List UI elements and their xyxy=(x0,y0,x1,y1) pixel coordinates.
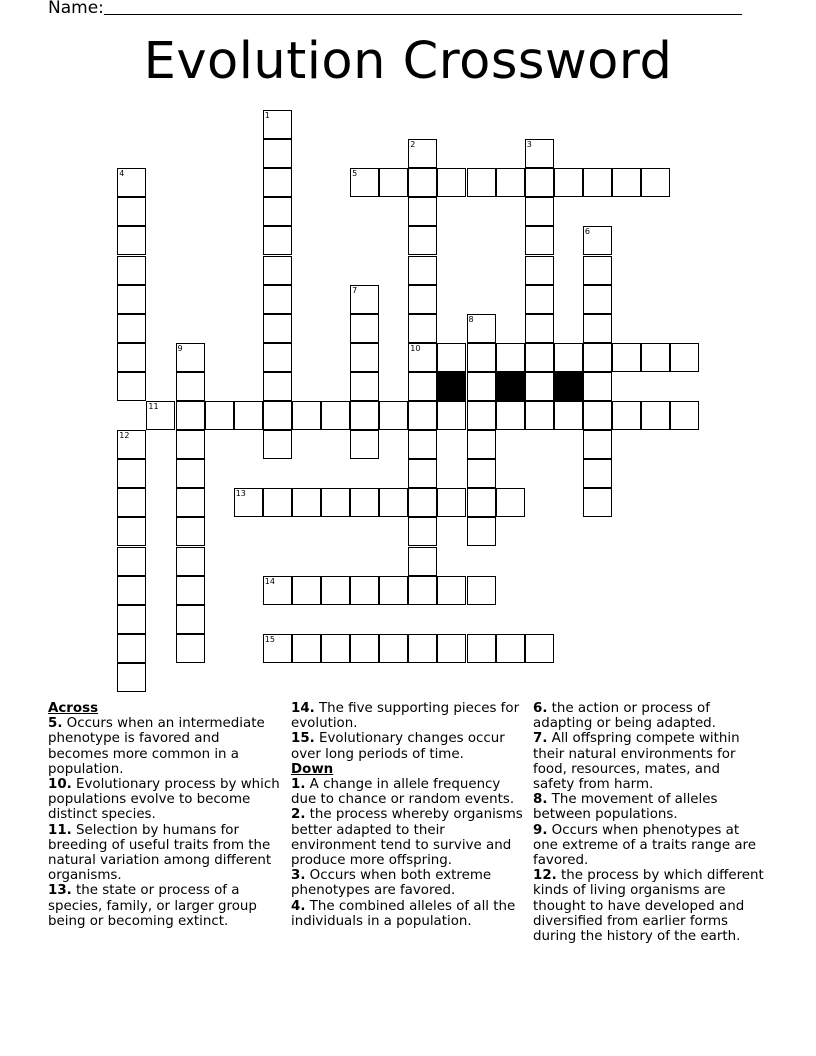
grid-cell[interactable] xyxy=(525,343,554,372)
grid-cell[interactable] xyxy=(496,401,525,430)
grid-cell[interactable] xyxy=(176,343,205,372)
clue-number: 12. xyxy=(533,868,557,884)
clue-number: 1. xyxy=(291,777,306,793)
grid-cell[interactable] xyxy=(379,168,408,197)
clue-number: 15. xyxy=(291,731,315,747)
clue-number: 3. xyxy=(291,868,306,884)
clue-item xyxy=(291,807,523,868)
cell-number: 10 xyxy=(410,343,421,353)
grid-cell[interactable] xyxy=(176,372,205,401)
grid-cell[interactable] xyxy=(408,517,437,546)
clue-item xyxy=(291,777,523,807)
clue-column-2 xyxy=(291,701,523,929)
grid-cell[interactable] xyxy=(263,110,292,139)
cell-number: 11 xyxy=(148,402,159,411)
cell-number: 2 xyxy=(410,140,416,150)
clue-item xyxy=(48,823,280,884)
clue-number: 7. xyxy=(533,731,548,747)
grid-cell[interactable] xyxy=(496,488,525,517)
grid-cell[interactable] xyxy=(525,197,554,226)
grid-cell[interactable] xyxy=(263,430,292,459)
grid-cell[interactable] xyxy=(117,459,146,488)
clue-item xyxy=(533,868,765,944)
grid-cell[interactable] xyxy=(408,256,437,285)
grid-cell[interactable] xyxy=(146,401,175,430)
grid-cell[interactable] xyxy=(641,343,670,372)
clue-text: the state or process of a species, family, or larger group being or becoming extinct. xyxy=(48,883,257,929)
grid-cell[interactable] xyxy=(467,401,496,430)
clue-item xyxy=(291,731,523,761)
cell-number: 9 xyxy=(177,343,183,353)
grid-cell[interactable] xyxy=(263,343,292,372)
grid-cell[interactable] xyxy=(467,314,496,343)
clue-item xyxy=(533,823,765,869)
clue-number: 10. xyxy=(48,777,72,793)
clue-item xyxy=(48,777,280,823)
grid-cell[interactable] xyxy=(117,605,146,634)
grid-cell[interactable] xyxy=(176,576,205,605)
grid-cell[interactable] xyxy=(263,634,292,663)
grid-cell[interactable] xyxy=(467,372,496,401)
grid-cell[interactable] xyxy=(117,256,146,285)
grid-cell[interactable] xyxy=(408,168,437,197)
black-cell xyxy=(554,372,583,401)
grid-cell[interactable] xyxy=(176,517,205,546)
clue-text: Occurs when phenotypes at one extreme of a traits range are favored. xyxy=(533,822,756,869)
grid-cell[interactable] xyxy=(670,343,699,372)
grid-cell[interactable] xyxy=(321,634,350,663)
clue-text: the process by which different kinds of living organisms are thought to have developed and diversified from earlier forms during the history of the earth. xyxy=(533,868,764,945)
grid-cell[interactable] xyxy=(525,314,554,343)
cell-number: 4 xyxy=(119,169,125,179)
grid-cell[interactable] xyxy=(117,488,146,517)
grid-cell[interactable] xyxy=(408,139,437,168)
grid-cell[interactable] xyxy=(408,197,437,226)
grid-cell[interactable] xyxy=(467,430,496,459)
grid-cell[interactable] xyxy=(437,168,466,197)
grid-cell[interactable] xyxy=(612,168,641,197)
grid-cell[interactable] xyxy=(583,430,612,459)
grid-cell[interactable] xyxy=(321,576,350,605)
grid-cell[interactable] xyxy=(379,401,408,430)
clue-text: All offspring compete within their natural environments for food, resources, mates, and safety from harm. xyxy=(533,731,740,793)
page-title: Evolution Crossword xyxy=(143,32,673,91)
grid-cell[interactable] xyxy=(583,459,612,488)
clue-item xyxy=(533,701,765,731)
grid-cell[interactable] xyxy=(263,576,292,605)
grid-cell[interactable] xyxy=(117,285,146,314)
grid-cell[interactable] xyxy=(234,401,263,430)
grid-cell[interactable] xyxy=(583,226,612,255)
grid-cell[interactable] xyxy=(350,576,379,605)
grid-cell[interactable] xyxy=(467,459,496,488)
cell-number: 1 xyxy=(264,111,270,120)
clue-text: Evolutionary changes occur over long periods of time. xyxy=(291,731,505,762)
grid-cell[interactable] xyxy=(117,430,146,459)
grid-cell[interactable] xyxy=(408,314,437,343)
clue-heading: Across xyxy=(48,701,99,716)
grid-cell[interactable] xyxy=(525,226,554,255)
clue-item xyxy=(291,899,523,929)
grid-cell[interactable] xyxy=(437,488,466,517)
grid-cell[interactable] xyxy=(583,488,612,517)
grid-cell[interactable] xyxy=(437,634,466,663)
grid-cell[interactable] xyxy=(525,168,554,197)
grid-cell[interactable] xyxy=(525,139,554,168)
grid-cell[interactable] xyxy=(117,576,146,605)
clue-number: 11. xyxy=(48,822,72,838)
grid-cell[interactable] xyxy=(467,168,496,197)
grid-cell[interactable] xyxy=(467,517,496,546)
grid-cell[interactable] xyxy=(292,401,321,430)
grid-cell[interactable] xyxy=(176,634,205,663)
grid-cell[interactable] xyxy=(263,285,292,314)
grid-cell[interactable] xyxy=(350,488,379,517)
clue-number: 14. xyxy=(291,701,315,716)
grid-cell[interactable] xyxy=(408,285,437,314)
cell-number: 12 xyxy=(119,431,130,441)
clue-text: the process whereby organisms better adapted to their environment tend to survive and produce more offspring. xyxy=(291,807,523,869)
grid-cell[interactable] xyxy=(292,488,321,517)
grid-cell[interactable] xyxy=(583,401,612,430)
grid-cell[interactable] xyxy=(176,547,205,576)
grid-cell[interactable] xyxy=(641,401,670,430)
grid-cell[interactable] xyxy=(350,372,379,401)
black-cell xyxy=(437,372,466,401)
grid-cell[interactable] xyxy=(408,343,437,372)
grid-cell[interactable] xyxy=(263,372,292,401)
clue-item xyxy=(533,792,765,822)
clue-text: the action or process of adapting or being adapted. xyxy=(533,701,716,732)
grid-cell[interactable] xyxy=(554,401,583,430)
clue-number: 8. xyxy=(533,792,548,808)
grid-cell[interactable] xyxy=(263,488,292,517)
grid-cell[interactable] xyxy=(117,634,146,663)
grid-cell[interactable] xyxy=(408,576,437,605)
cell-number: 13 xyxy=(235,489,246,499)
cell-number: 8 xyxy=(468,314,474,324)
grid-cell[interactable] xyxy=(467,488,496,517)
grid-cell[interactable] xyxy=(583,285,612,314)
grid-cell[interactable] xyxy=(554,343,583,372)
grid-cell[interactable] xyxy=(408,372,437,401)
grid-cell[interactable] xyxy=(583,256,612,285)
grid-cell[interactable] xyxy=(408,488,437,517)
grid-cell[interactable] xyxy=(176,401,205,430)
clue-text: A change in allele frequency due to chance or random events. xyxy=(291,777,515,808)
clue-item xyxy=(48,883,280,929)
grid-cell[interactable] xyxy=(350,285,379,314)
grid-cell[interactable] xyxy=(467,576,496,605)
grid-cell[interactable] xyxy=(583,343,612,372)
grid-cell[interactable] xyxy=(408,401,437,430)
clue-text: The five supporting pieces for evolution. xyxy=(291,701,520,732)
grid-cell[interactable] xyxy=(321,488,350,517)
cell-number: 5 xyxy=(352,169,358,179)
grid-cell[interactable] xyxy=(612,401,641,430)
grid-cell[interactable] xyxy=(583,372,612,401)
grid-cell[interactable] xyxy=(496,634,525,663)
grid-cell[interactable] xyxy=(379,576,408,605)
clue-text: The combined alleles of all the individuals in a population. xyxy=(291,898,516,929)
grid-cell[interactable] xyxy=(350,314,379,343)
grid-cell[interactable] xyxy=(437,576,466,605)
grid-cell[interactable] xyxy=(350,430,379,459)
grid-cell[interactable] xyxy=(176,605,205,634)
clue-item xyxy=(533,731,765,792)
grid-cell[interactable] xyxy=(205,401,234,430)
grid-cell[interactable] xyxy=(350,168,379,197)
grid-cell[interactable] xyxy=(641,168,670,197)
clue-number: 13. xyxy=(48,883,72,899)
grid-cell[interactable] xyxy=(525,634,554,663)
black-cell xyxy=(496,372,525,401)
cell-number: 6 xyxy=(584,227,590,237)
grid-cell[interactable] xyxy=(408,634,437,663)
grid-cell[interactable] xyxy=(437,401,466,430)
grid-cell[interactable] xyxy=(525,401,554,430)
grid-cell[interactable] xyxy=(263,226,292,255)
grid-cell[interactable] xyxy=(583,168,612,197)
grid-cell[interactable] xyxy=(583,314,612,343)
clue-item xyxy=(48,716,280,777)
grid-cell[interactable] xyxy=(117,226,146,255)
grid-cell[interactable] xyxy=(176,430,205,459)
grid-cell[interactable] xyxy=(263,168,292,197)
grid-cell[interactable] xyxy=(467,343,496,372)
grid-cell[interactable] xyxy=(117,547,146,576)
clue-number: 2. xyxy=(291,807,306,823)
cell-number: 7 xyxy=(352,285,358,295)
cell-number: 3 xyxy=(526,140,532,150)
clue-text: Selection by humans for breeding of useful traits from the natural variation among different organisms. xyxy=(48,822,272,884)
clue-heading: Down xyxy=(291,761,334,777)
grid-cell[interactable] xyxy=(612,343,641,372)
grid-cell[interactable] xyxy=(496,343,525,372)
grid-cell[interactable] xyxy=(117,517,146,546)
clue-number: 5. xyxy=(48,716,63,732)
grid-cell[interactable] xyxy=(525,256,554,285)
clue-text: Occurs when both extreme phenotypes are favored. xyxy=(291,868,492,899)
grid-cell[interactable] xyxy=(350,634,379,663)
grid-cell[interactable] xyxy=(117,343,146,372)
grid-cell[interactable] xyxy=(117,372,146,401)
grid-cell[interactable] xyxy=(408,547,437,576)
cell-number: 15 xyxy=(264,634,275,644)
clue-item xyxy=(291,868,523,898)
grid-cell[interactable] xyxy=(408,459,437,488)
grid-cell[interactable] xyxy=(263,401,292,430)
clue-text: Occurs when an intermediate phenotype is favored and becomes more common in a population. xyxy=(48,716,265,777)
clue-column-1 xyxy=(48,701,280,929)
grid-cell[interactable] xyxy=(176,459,205,488)
grid-cell[interactable] xyxy=(467,634,496,663)
grid-cell[interactable] xyxy=(176,488,205,517)
grid-cell[interactable] xyxy=(525,285,554,314)
grid-cell[interactable] xyxy=(670,401,699,430)
grid-cell[interactable] xyxy=(263,314,292,343)
cell-number: 14 xyxy=(264,576,275,586)
grid-cell[interactable] xyxy=(379,488,408,517)
grid-cell[interactable] xyxy=(117,314,146,343)
grid-cell[interactable] xyxy=(437,343,466,372)
grid-cell[interactable] xyxy=(321,401,350,430)
grid-cell[interactable] xyxy=(496,168,525,197)
grid-cell[interactable] xyxy=(292,634,321,663)
clue-item xyxy=(291,701,523,731)
grid-cell[interactable] xyxy=(379,634,408,663)
grid-cell[interactable] xyxy=(263,139,292,168)
grid-cell[interactable] xyxy=(117,168,146,197)
grid-cell[interactable] xyxy=(408,226,437,255)
grid-cell[interactable] xyxy=(263,256,292,285)
clue-text: The movement of alleles between populations. xyxy=(533,792,718,823)
grid-cell[interactable] xyxy=(350,401,379,430)
name-label: Name: xyxy=(48,0,104,18)
grid-cell[interactable] xyxy=(117,663,146,692)
clue-number: 4. xyxy=(291,898,306,914)
grid-cell[interactable] xyxy=(292,576,321,605)
clue-number: 9. xyxy=(533,822,548,838)
grid-cell[interactable] xyxy=(234,488,263,517)
grid-cell[interactable] xyxy=(554,168,583,197)
grid-cell[interactable] xyxy=(263,197,292,226)
clue-number: 6. xyxy=(533,701,548,716)
grid-cell[interactable] xyxy=(408,430,437,459)
grid-cell[interactable] xyxy=(525,372,554,401)
grid-cell[interactable] xyxy=(350,343,379,372)
grid-cell[interactable] xyxy=(117,197,146,226)
clue-column-3 xyxy=(533,701,765,944)
clue-text: Evolutionary process by which populations evolve to become distinct species. xyxy=(48,777,280,823)
